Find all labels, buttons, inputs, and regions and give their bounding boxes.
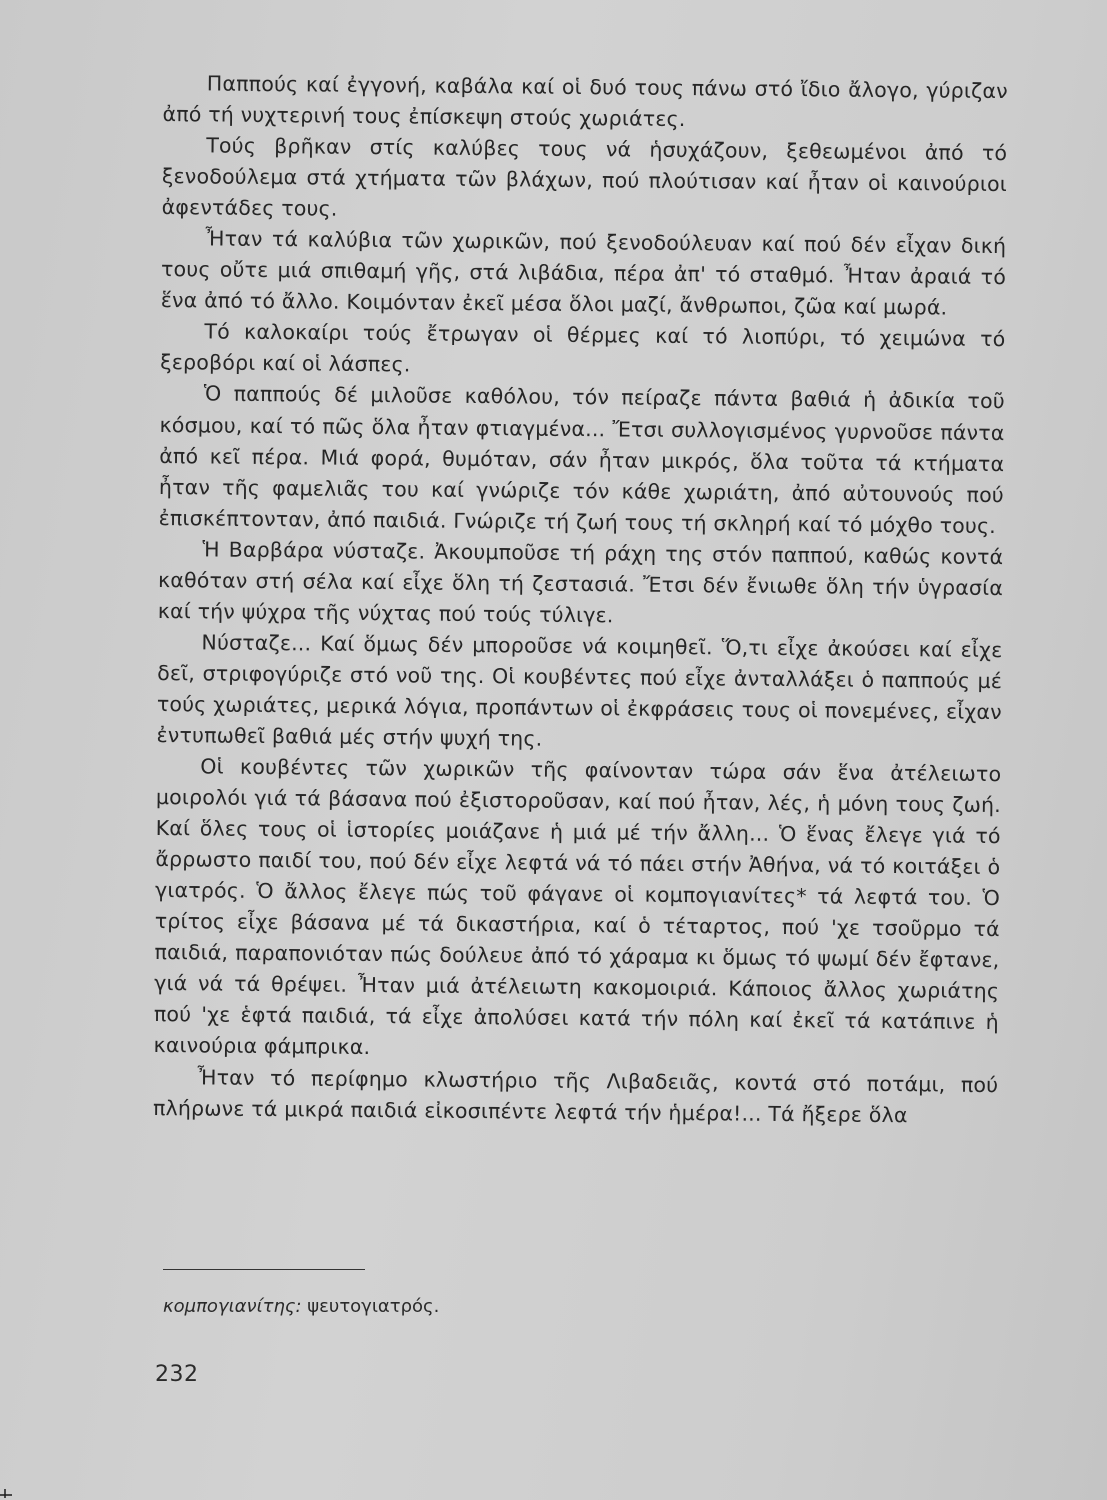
body-text — [153, 68, 1008, 1132]
paragraph-9: Ἦταν τό περίφημο κλωστήριο τῆς Λιβαδειᾶς, κοντά στό ποτάμι, πού πλήρωνε τά μικρά παιδιά εἰκοσιπέντε λεφτά τήν ἡμέρα!... Τά ἤξερε ὅλα — [152, 1064, 999, 1127]
paragraph-5: Ὁ παππούς δέ μιλοῦσε καθόλου, τόν πείραζε πάντα βαθιά ἡ ἀδικία τοῦ κόσμου, καί τό πῶς ὅλα ἦταν φτιαγμένα... Ἔτσι συλλογισμένος γυρνοῦσε πάντα ἀπό κεῖ πέρα. Μιά φορά, θυμόταν, σάν ἦταν μικρός, ὅλα τοῦτα τά κτήματα ἦταν τῆς φαμελιᾶς του καί γνώριζε τόν κάθε χωριάτη, ἀπό αὐτουνούς πού ἐπισκέπτονταν, ἀπό παιδιά. Γνώριζε τή ζωή τους τή σκληρή καί τό μόχθο τους. — [158, 381, 1005, 538]
paragraph-1: Παππούς καί ἐγγονή, καβάλα καί οἱ δυό τους πάνω στό ἴδιο ἄλογο, γύριζαν ἀπό τή νυχτερινή τους ἐπίσκεψη στούς χωριάτες. — [162, 71, 1008, 132]
paragraph-2: Τούς βρῆκαν στίς καλύβες τους νά ἡσυχάζουν, ξεθεωμένοι ἀπό τό ξενοδούλεμα στά χτήματα τῶν βλάχων, πού πλούτισαν καί ἦταν οἱ καινούριοι ἀφεντάδες τους. — [161, 133, 1008, 221]
footnote — [163, 1296, 439, 1317]
paragraph-7: Νύσταζε... Καί ὅμως δέν μποροῦσε νά κοιμηθεῖ. Ὅ,τι εἶχε ἀκούσει καί εἶχε δεῖ, στριφογύριζε στό νοῦ της. Οἱ κουβέντες πού εἶχε ἀνταλλάξει ὁ παππούς μέ τούς χωριάτες, μερικά λόγια, προπάντων οἱ ἐκφράσεις τους οἱ πονεμένες, εἶχαν ἐντυπωθεῖ βαθιά μές στήν ψυχή της. — [156, 630, 1003, 751]
page-number: 232 — [155, 1362, 199, 1387]
paragraph-4: Τό καλοκαίρι τούς ἔτρωγαν οἱ θέρμες καί τό λιοπύρι, τό χειμώνα τό ξεροβόρι καί οἱ λάσπες. — [160, 319, 1006, 377]
footnote-divider — [163, 1269, 365, 1270]
paragraph-6: Ἡ Βαρβάρα νύσταζε. Ἀκουμποῦσε τή ράχη της στόν παππού, καθώς κοντά καθόταν στή σέλα καί εἶχε ὅλη τή ζεστασιά. Ἔτσι δέν ἔνιωθε ὅλη τήν ὑγρασία καί τήν ψύχρα τῆς νύχτας πού τούς τύλιγε. — [157, 537, 1004, 628]
footnote-term: κομπογιανίτης: — [163, 1296, 302, 1317]
paragraph-8: Οἱ κουβέντες τῶν χωρικῶν τῆς φαίνονταν τώρα σάν ἕνα ἀτέλειωτο μοιρολόι γιά τά βάσανα πού ἐξιστοροῦσαν, καί πού ἦταν, λές, ἡ μόνη τους ζωή. Καί ὅλες τους οἱ ἱστορίες μοιάζανε ἡ μιά μέ τήν ἄλλη... Ὁ ἕνας ἔλεγε γιά τό ἄρρωστο παιδί του, πού δέν εἶχε λεφτά νά τό πάει στήν Ἀθήνα, νά τό κοιτάξει ὁ γιατρός. Ὁ ἄλλος ἔλεγε πώς τοῦ φάγανε οἱ κομπογιανίτες* τά λεφτά του. Ὁ τρίτος εἶχε βάσανα μέ τά δικαστήρια, καί ὁ τέταρτος, πού 'χε τσοῦρμο τά παιδιά, παραπονιόταν πώς δούλευε ἀπό τό χάραμα κι ὅμως τό ψωμί δέν ἔφτανε, γιά νά τά θρέψει. Ἦταν μιά ἀτέλειωτη κακομοιριά. Κάποιος ἄλλος χωριάτης πού 'χε ἑφτά παιδιά, τά εἶχε ἀπολύσει κατά τήν πόλη καί ἐκεῖ τά κατάπινε ἡ καινούρια φάμπρικα. — [153, 754, 1002, 1060]
footnote-definition: ψευτογιατρός. — [307, 1296, 440, 1317]
crop-mark-icon — [0, 1486, 12, 1498]
paragraph-3: Ἦταν τά καλύβια τῶν χωρικῶν, πού ξενοδούλευαν καί πού δέν εἶχαν δική τους οὔτε μιά σπιθαμή γῆς, στά λιβάδια, πέρα ἀπ' τό σταθμό. Ἦταν ἀραιά τό ἕνα ἀπό τό ἄλλο. Κοιμόνταν ἐκεῖ μέσα ὅλοι μαζί, ἄνθρωποι, ζῶα καί μωρά. — [160, 226, 1007, 320]
